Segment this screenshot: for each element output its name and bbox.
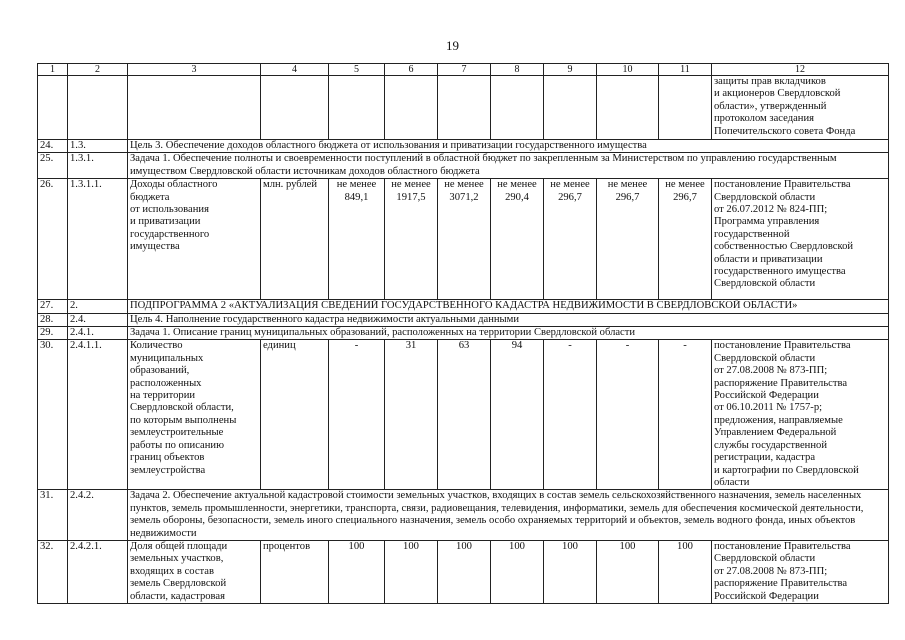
column-number: 9 (544, 64, 597, 76)
value-cell: 100 (544, 540, 597, 603)
table-row (38, 179, 889, 300)
task-text: Задача 1. Обеспечение полноты и своевременности поступлений в областной бюджет по закрепленным за Министерством по управлению государственным имуществом Свердловской области источникам доходов областного бюджета (128, 153, 889, 179)
column-number: 7 (438, 64, 491, 76)
row-code: 1.3.1. (68, 153, 128, 179)
column-number: 12 (712, 64, 889, 76)
value-cell: 31 (385, 340, 438, 490)
column-number: 6 (385, 64, 438, 76)
value-cell: не менее 849,1 (329, 179, 385, 300)
goal-text: Цель 4. Наполнение государственного кадастра недвижимости актуальными данными (128, 313, 889, 326)
column-numbers-row (38, 64, 889, 76)
indicator-name: Доля общей площади земельных участков, входящих в состав земель Свердловской области, кадастровая (128, 540, 261, 603)
row-code: 1.3. (68, 140, 128, 153)
column-number: 4 (261, 64, 329, 76)
row-code: 2. (68, 300, 128, 313)
row-number: 28. (38, 313, 68, 326)
value-cell: не менее 3071,2 (438, 179, 491, 300)
source-cell: постановление Правительства Свердловской области от 27.08.2008 № 873-ПП; распоряжение Правительства Российской Федерации (712, 540, 889, 603)
value-cell: - (597, 340, 659, 490)
table-row (38, 490, 889, 541)
row-number: 29. (38, 327, 68, 340)
table-row (38, 540, 889, 603)
row-number: 31. (38, 490, 68, 541)
source-cell: защиты прав вкладчиков и акционеров Свердловской области», утвержденный протоколом заседания Попечительского совета Фонда (712, 76, 889, 140)
unit-cell: процентов (261, 540, 329, 603)
continuation-row (38, 76, 889, 140)
row-code: 2.4.2. (68, 490, 128, 541)
row-number: 27. (38, 300, 68, 313)
task-text: Задача 2. Обеспечение актуальной кадастровой стоимости земельных участков, входящих в состав земель сельскохозяйственного назначения, земель населенных пунктов, земель промышленности, энергетики, транспорта, связи, радиовещания, телевидения, информатики, земель для обеспечения космической деятельности, земель обороны, безопасности, земель иного специального назначения, земель особо охраняемых территорий и объектов, земель водного фонда, иных объектов недвижимости (128, 490, 889, 541)
value-cell: 100 (438, 540, 491, 603)
value-cell: не менее 296,7 (597, 179, 659, 300)
value-cell: - (329, 340, 385, 490)
value-cell: не менее 296,7 (544, 179, 597, 300)
row-code: 2.4. (68, 313, 128, 326)
table-row (38, 340, 889, 490)
row-code: 2.4.2.1. (68, 540, 128, 603)
row-number: 25. (38, 153, 68, 179)
value-cell: не менее 296,7 (659, 179, 712, 300)
page-number: 19 (446, 38, 459, 53)
column-number: 5 (329, 64, 385, 76)
value-cell: - (544, 340, 597, 490)
row-number: 24. (38, 140, 68, 153)
table-row (38, 327, 889, 340)
source-cell: постановление Правительства Свердловской области от 27.08.2008 № 873-ПП; распоряжение Правительства Российской Федерации от 06.10.2011 № 1757-р; предложения, направляемые Управлением Федеральной службы государственной регистрации, кадастра и картографии по Свердловской области (712, 340, 889, 490)
value-cell: 63 (438, 340, 491, 490)
value-cell: не менее 290,4 (491, 179, 544, 300)
row-code: 2.4.1.1. (68, 340, 128, 490)
table-row (38, 153, 889, 179)
column-number: 8 (491, 64, 544, 76)
value-cell: 100 (491, 540, 544, 603)
source-cell: постановление Правительства Свердловской области от 26.07.2012 № 824-ПП; Программа управления государственной собственностью Свердловской области и приватизации государственного имущества Свердловской области (712, 179, 889, 300)
value-cell: 100 (329, 540, 385, 603)
value-cell: не менее 1917,5 (385, 179, 438, 300)
column-number: 1 (38, 64, 68, 76)
indicator-name: Количество муниципальных образований, расположенных на территории Свердловской области, по которым выполнены землеустроительные работы по описанию границ объектов землеустройства (128, 340, 261, 490)
indicators-table (37, 63, 889, 604)
value-cell: 100 (659, 540, 712, 603)
row-code: 1.3.1.1. (68, 179, 128, 300)
row-number: 30. (38, 340, 68, 490)
value-cell: - (659, 340, 712, 490)
row-number: 32. (38, 540, 68, 603)
table-row (38, 140, 889, 153)
column-number: 11 (659, 64, 712, 76)
task-text: Задача 1. Описание границ муниципальных образований, расположенных на территории Свердловской области (128, 327, 889, 340)
column-number: 10 (597, 64, 659, 76)
table-row (38, 313, 889, 326)
row-number: 26. (38, 179, 68, 300)
value-cell: 100 (385, 540, 438, 603)
table-row (38, 300, 889, 313)
column-number: 2 (68, 64, 128, 76)
column-number: 3 (128, 64, 261, 76)
subprogram-title: ПОДПРОГРАММА 2 «АКТУАЛИЗАЦИЯ СВЕДЕНИЙ ГОСУДАРСТВЕННОГО КАДАСТРА НЕДВИЖИМОСТИ В СВЕРДЛОВСКОЙ ОБЛАСТИ» (128, 300, 889, 313)
unit-cell: единиц (261, 340, 329, 490)
row-code: 2.4.1. (68, 327, 128, 340)
goal-text: Цель 3. Обеспечение доходов областного бюджета от использования и приватизации государственного имущества (128, 140, 889, 153)
value-cell: 94 (491, 340, 544, 490)
indicator-name: Доходы областного бюджета от использования и приватизации государственного имущества (128, 179, 261, 300)
value-cell: 100 (597, 540, 659, 603)
unit-cell: млн. рублей (261, 179, 329, 300)
